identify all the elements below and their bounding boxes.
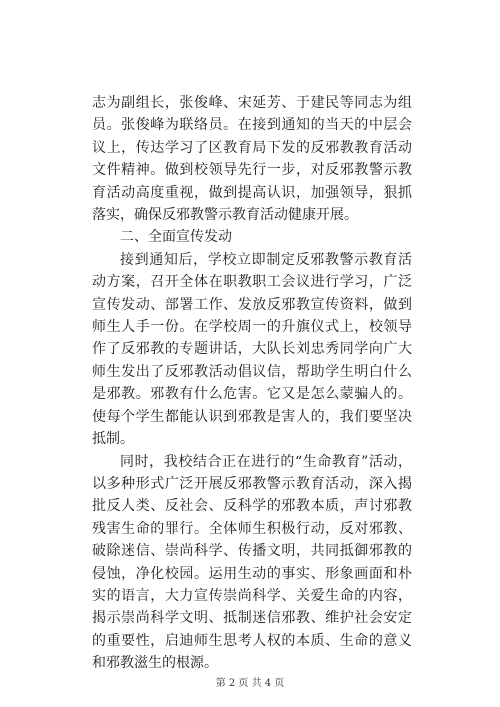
- document-body: [92, 92, 412, 675]
- paragraph-publicity: 接到通知后，学校立即制定反邪教警示教育活动方案，召开全体在职教职工会议进行学习，广泛宣传发动、部署工作、发放反邪教宣传资料，做到师生人手一份。在学校周一的升旗仪式上，校领导作了反邪教的专题讲话，大队长刘忠秀同学向广大师生发出了反邪教活动倡议信，帮助学生明白什么是邪教。邪教有什么危害。它又是怎么蒙骗人的。使每个学生都能认识到邪教是害人的，我们要坚决抵制。: [92, 251, 412, 448]
- page-footer: 第 2 页 共 4 页: [215, 678, 285, 689]
- section-heading-publicity: 二、全面宣传发动: [120, 229, 232, 246]
- paragraph-continuation: 志为副组长，张俊峰、宋延芳、于建民等同志为组员。张俊峰为联络员。在接到通知的当天的中层会议上，传达学习了区教育局下发的反邪教教育活动文件精神。做到校领导先行一步，对反邪教警示教育活动高度重视，做到提高认识，加强领导，狠抓落实，确保反邪教警示教育活动健康开展。: [92, 95, 412, 224]
- paragraph-life-education: 同时，我校结合正在进行的“生命教育”活动，以多种形式广泛开展反邪教警示教育活动，深入揭批反人类、反社会、反科学的邪教本质，声讨邪教残害生命的罪行。全体师生积极行动，反对邪教、破除迷信、崇尚科学、传播文明，共同抵御邪教的侵蚀，净化校园。运用生动的事实、形象画面和朴实的语言，大力宣传崇尚科学、关爱生命的内容，揭示崇尚科学文明、抵制迷信邪教、维护社会安定的重要性，启迪师生思考人权的本质、生命的意义和邪教滋生的根源。: [92, 453, 412, 672]
